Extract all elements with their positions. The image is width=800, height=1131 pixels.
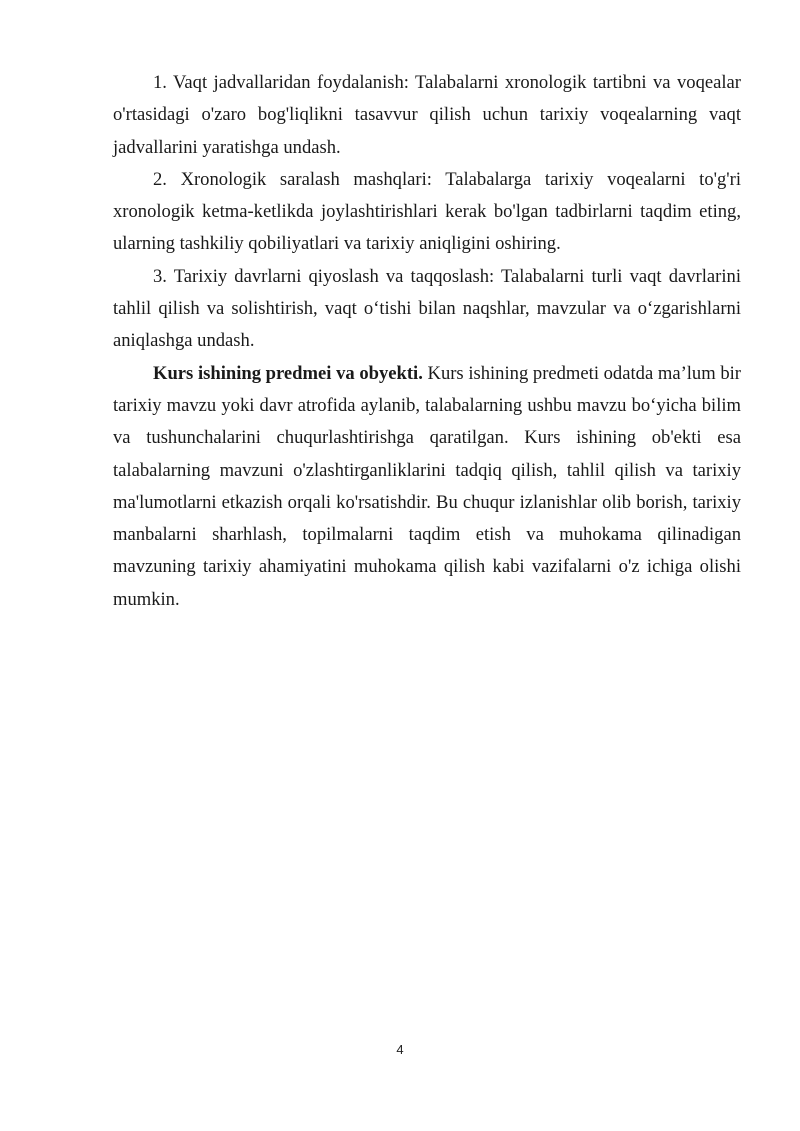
paragraph-chronological-sorting bbox=[113, 164, 741, 261]
section-heading-subject-object: Kurs ishining predmei va obyekti. bbox=[153, 362, 423, 384]
paragraph-text: Kurs ishining predmeti odatda ma’lum bir tarixiy mavzu yoki davr atrofida aylanib, talabalarning ushbu mavzu bo‘yicha bilim va tushunchalarini chuqurlashtirishga qaratilgan. Kurs ishining ob'ekti esa talabalarning mavzuni o'zlashtirganliklarini tadqiq qilish, tahlil qilish va tarixiy ma'lumotlarni etkazish orqali ko'rsatishdir. Bu chuqur izlanishlar olib borish, tarixiy manbalarni sharhlash, topilmalarni taqdim etish va muhokama qilinadigan mavzuning tarixiy ahamiyatini muhokama qilish kabi vazifalarni o'z ichiga olishi mumkin. bbox=[113, 362, 741, 610]
document-body bbox=[113, 67, 741, 616]
paragraph-subject-object bbox=[113, 358, 741, 616]
paragraph-text: 3. Tarixiy davrlarni qiyoslash va taqqoslash: Talabalarni turli vaqt davrlarini tahlil qilish va solishtirish, vaqt o‘tishi bilan naqshlar, mavzular va o‘zgarishlarni aniqlashga undash. bbox=[113, 265, 741, 352]
paragraph-text: 2. Xronologik saralash mashqlari: Talabalarga tarixiy voqealarni to'g'ri xronologik ketma-ketlikda joylashtirishlari kerak bo'lgan tadbirlarni taqdim eting, ularning tashkiliy qobiliyatlari va tarixiy aniqligini oshiring. bbox=[113, 168, 741, 255]
paragraph-timelines bbox=[113, 67, 741, 164]
paragraph-text: 1. Vaqt jadvallaridan foydalanish: Talabalarni xronologik tartibni va voqealar o'rtasidagi o'zaro bog'liqlikni tasavvur qilish uchun tarixiy voqealarning vaqt jadvallarini yaratishga undash. bbox=[113, 72, 741, 158]
page-number: 4 bbox=[396, 1042, 404, 1057]
paragraph-compare-periods bbox=[113, 261, 741, 358]
